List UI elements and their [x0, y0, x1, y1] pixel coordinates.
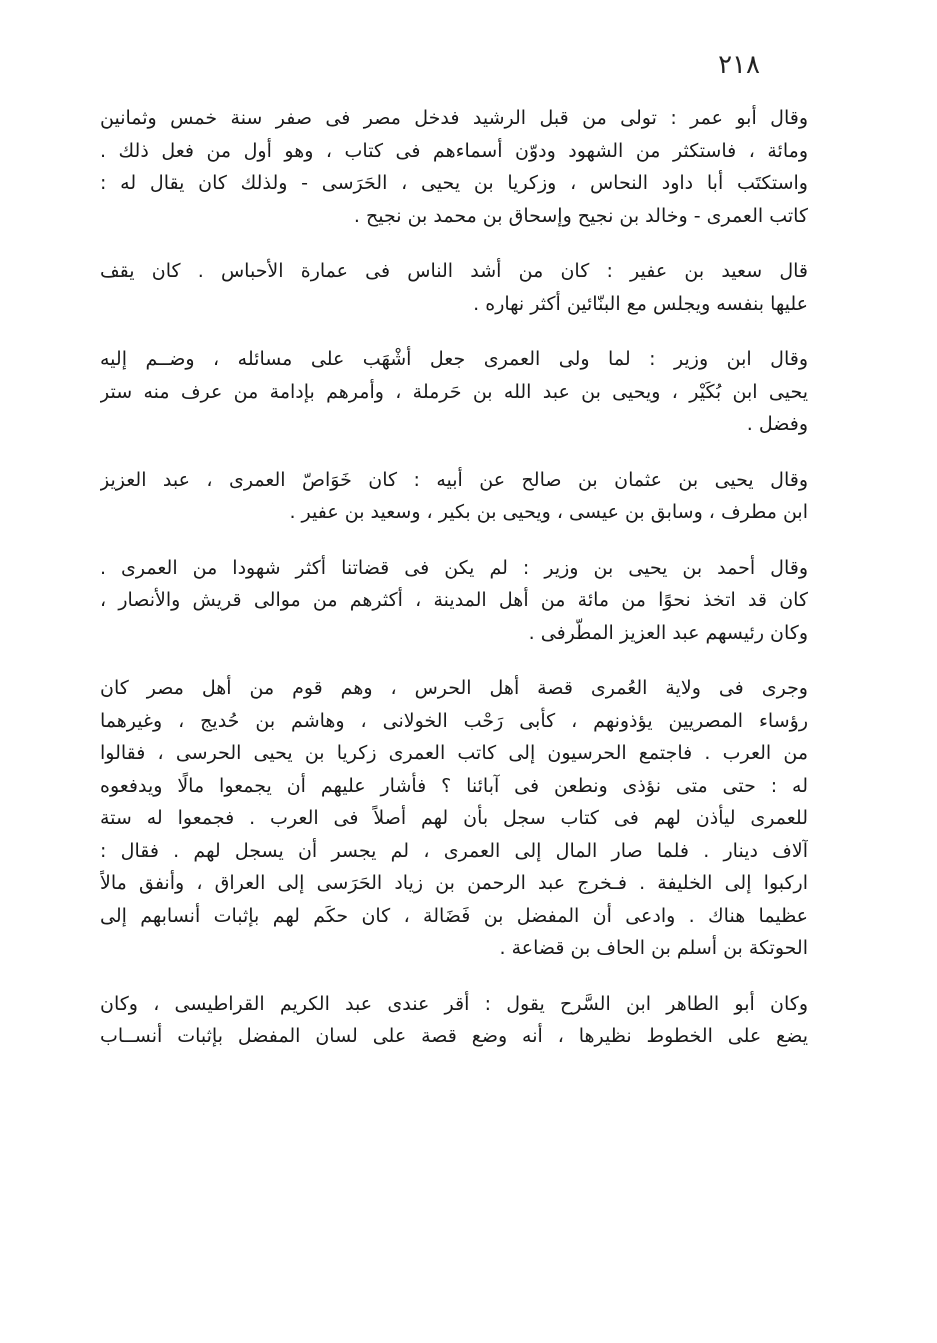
text-line: رؤساء المصريين يؤذونهم ، كأبى رَحْب الخولانى ، وهاشم بن حُديج ، وغيرهما	[100, 709, 808, 732]
document-body	[100, 102, 808, 1076]
text-line: وفضل .	[746, 413, 808, 435]
text-line: وجرى فى ولاية العُمرى قصة أهل الحرس ، وهم قوم من أهل مصر كان	[100, 677, 808, 699]
text-line: كاتب العمرى - وخالد بن نجيح وإسحاق بن محمد بن نجيح .	[353, 204, 808, 227]
text-line: وقال أبو عمر : تولى من قبل الرشيد فدخل مصر فى صفر سنة خمس وثمانين	[100, 107, 808, 129]
paragraph	[100, 343, 808, 441]
text-line: ابن مطرف ، وسابق بن عيسى ، ويحيى بن بكير ، وسعيد بن عفير .	[289, 501, 808, 523]
text-line: آلاف دينار . فلما صار المال إلى العمرى ، لم يجسر أن يسجل لهم . فقال :	[100, 839, 808, 862]
paragraph	[100, 464, 808, 529]
text-line: ومائة ، فاستكثر من الشهود ودوّن أسماءهم فى كتاب ، وهو أول من فعل ذلك .	[100, 139, 808, 162]
paragraph	[100, 102, 808, 232]
paragraph	[100, 552, 808, 650]
text-line: من العرب . فاجتمع الحرسيون إلى كاتب العمرى زكريا بن يحيى الحرسى ، فقالوا	[100, 742, 808, 764]
text-line: له : حتى متى نؤذى ونطعن فى آبائنا ؟ فأشار عليهم أن يجمعوا مالًا ويدفعوه	[100, 774, 808, 797]
text-line: وكان رئيسهم عبد العزيز المطّرفى .	[528, 621, 808, 644]
text-line: قال سعيد بن عفير : كان من أشد الناس فى عمارة الأحباس . كان يقف	[100, 260, 808, 282]
text-line: وكان أبو الطاهر ابن السَّرح يقول : أقر عندى عبد الكريم القراطيسى ، وكان	[100, 992, 808, 1015]
text-line: الحوتكة بن أسلم بن الحاف بن قضاعة .	[499, 937, 808, 959]
text-line: واستكتَب أبا داود النحاس ، وزكريا بن يحيى ، الحَرَسى - ولذلك كان يقال له :	[100, 172, 808, 194]
page-number: ٢١٨	[718, 50, 760, 80]
text-line: للعمرى ليأذن لهم فى كتاب سجل بأن لهم أصلاً فى العرب . فجمعوا له ستة	[100, 807, 808, 829]
text-line: وقال أحمد بن يحيى بن وزير : لم يكن فى قضاتنا أكثر شهودا من العمرى .	[100, 556, 808, 579]
text-line: كان قد اتخذ نحوًا من مائة من أهل المدينة ، أكثرهم من موالى قريش والأنصار ،	[100, 589, 808, 611]
paragraph	[100, 255, 808, 320]
text-line: يحيى ابن بُكَيْر ، ويحيى بن عبد الله بن حَرملة ، وأمرهم بإدامة من عرف منه ستر	[100, 380, 808, 403]
text-line: وقال ابن وزير : لما ولى العمرى جعل أشْهَب على مسائله ، وضــم إليه	[100, 348, 808, 370]
paragraph	[100, 988, 808, 1053]
text-line: عظيما هناك . وادعى أن المفضل بن فَضَالة ، كان حكَم لهم بإثبات أنسابهم إلى	[100, 904, 808, 927]
paragraph	[100, 672, 808, 965]
text-line: عليها بنفسه ويجلس مع البنّائين أكثر نهاره .	[473, 292, 808, 315]
text-line: اركبوا إلى الخليفة . فـخرج عبد الرحمن بن زياد الحَرَسى إلى العراق ، وأنفق مالاً	[100, 872, 808, 894]
text-line: وقال يحيى بن عثمان بن صالح عن أبيه : كان خَوَاصّ العمرى ، عبد العزيز	[100, 468, 808, 491]
text-line: يضع على الخطوط نظيرها ، أنه وضع قصة على لسان المفضل بإثبات أنســاب	[100, 1025, 808, 1047]
